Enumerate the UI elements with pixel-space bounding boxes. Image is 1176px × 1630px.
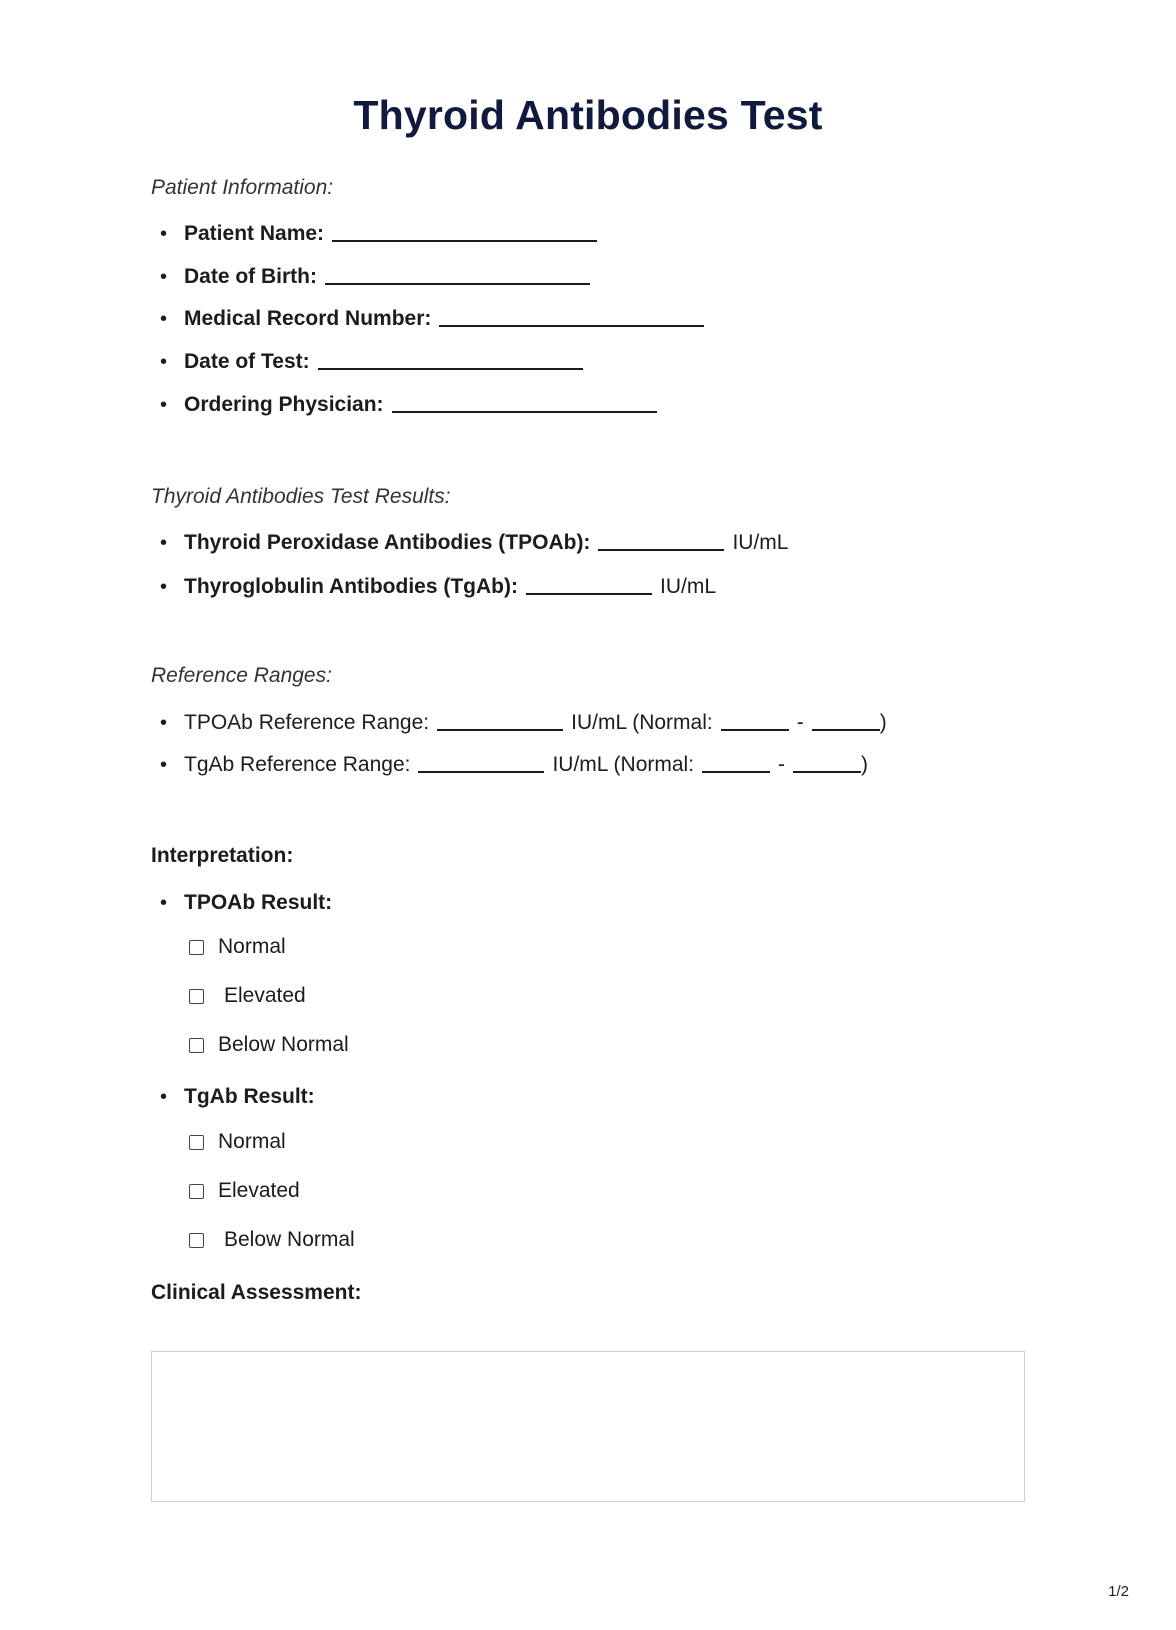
bullet: • bbox=[160, 754, 168, 776]
checkbox[interactable] bbox=[189, 1135, 204, 1150]
tgab-elevated-option[interactable] bbox=[189, 1179, 300, 1203]
page-number: 1/2 bbox=[1108, 1583, 1129, 1600]
tpoab-elevated-option[interactable] bbox=[189, 984, 306, 1008]
range-dash: - bbox=[796, 711, 804, 734]
date-of-birth-row bbox=[160, 265, 590, 289]
bullet: • bbox=[160, 394, 168, 416]
ordering-physician-field[interactable] bbox=[392, 410, 657, 413]
tgab-result-row bbox=[160, 575, 716, 599]
patient-name-field[interactable] bbox=[332, 239, 597, 242]
clinical-assessment-heading: Clinical Assessment: bbox=[151, 1281, 362, 1304]
checkbox[interactable] bbox=[189, 1233, 204, 1248]
bullet: • bbox=[160, 712, 168, 734]
tgab-interpretation-row bbox=[160, 1085, 315, 1109]
tpoab-normal-max-field[interactable] bbox=[812, 728, 880, 731]
range-close: ) bbox=[879, 711, 887, 734]
tpoab-below-normal-option[interactable] bbox=[189, 1033, 349, 1057]
date-of-test-label: Date of Test: bbox=[184, 350, 310, 373]
patient-name-row bbox=[160, 222, 597, 246]
medical-record-row bbox=[160, 307, 704, 331]
tpoab-reference-row bbox=[160, 711, 887, 735]
tpoab-reference-unit: IU/mL (Normal: bbox=[571, 711, 713, 734]
option-label: Below Normal bbox=[218, 1033, 349, 1056]
tgab-result-field[interactable] bbox=[526, 592, 652, 595]
date-of-birth-label: Date of Birth: bbox=[184, 265, 317, 288]
ordering-physician-label: Ordering Physician: bbox=[184, 393, 384, 416]
date-of-test-field[interactable] bbox=[318, 367, 583, 370]
tpoab-normal-min-field[interactable] bbox=[721, 728, 789, 731]
tgab-interpretation-label: TgAb Result: bbox=[184, 1085, 315, 1108]
checkbox[interactable] bbox=[189, 1038, 204, 1053]
tpoab-reference-field[interactable] bbox=[437, 728, 563, 731]
tpoab-result-row bbox=[160, 531, 788, 555]
bullet: • bbox=[160, 1086, 168, 1108]
interpretation-heading: Interpretation: bbox=[151, 844, 294, 867]
tgab-reference-field[interactable] bbox=[418, 770, 544, 773]
tpoab-reference-label: TPOAb Reference Range: bbox=[184, 711, 430, 734]
bullet: • bbox=[160, 223, 168, 245]
bullet: • bbox=[160, 308, 168, 330]
bullet: • bbox=[160, 532, 168, 554]
option-label: Elevated bbox=[224, 984, 306, 1007]
bullet: • bbox=[160, 576, 168, 598]
tpoab-result-label: Thyroid Peroxidase Antibodies (TPOAb): bbox=[184, 531, 591, 554]
checkbox[interactable] bbox=[189, 1184, 204, 1199]
checkbox[interactable] bbox=[189, 940, 204, 955]
patient-name-label: Patient Name: bbox=[184, 222, 325, 245]
range-dash: - bbox=[778, 753, 786, 776]
bullet: • bbox=[160, 351, 168, 373]
tpoab-interpretation-row bbox=[160, 891, 332, 915]
medical-record-field[interactable] bbox=[439, 324, 704, 327]
tgab-normal-option[interactable] bbox=[189, 1130, 286, 1154]
tgab-reference-unit: IU/mL (Normal: bbox=[552, 753, 695, 776]
tgab-reference-row bbox=[160, 753, 868, 777]
bullet: • bbox=[160, 892, 168, 914]
date-of-test-row bbox=[160, 350, 583, 374]
tpoab-unit: IU/mL bbox=[732, 531, 789, 554]
tpoab-interpretation-label: TPOAb Result: bbox=[184, 891, 333, 914]
tgab-below-normal-option[interactable] bbox=[189, 1228, 355, 1252]
patient-info-label: Patient Information: bbox=[151, 176, 334, 199]
option-label: Normal bbox=[218, 1130, 286, 1153]
results-label: Thyroid Antibodies Test Results: bbox=[151, 485, 451, 508]
ordering-physician-row bbox=[160, 393, 657, 417]
checkbox[interactable] bbox=[189, 989, 204, 1004]
tgab-normal-min-field[interactable] bbox=[702, 770, 770, 773]
tgab-result-label: Thyroglobulin Antibodies (TgAb): bbox=[184, 575, 518, 598]
tpoab-normal-option[interactable] bbox=[189, 935, 286, 959]
option-label: Elevated bbox=[218, 1179, 300, 1202]
clinical-assessment-box[interactable] bbox=[151, 1351, 1025, 1502]
tgab-unit: IU/mL bbox=[660, 575, 717, 598]
tgab-normal-max-field[interactable] bbox=[793, 770, 861, 773]
reference-label: Reference Ranges: bbox=[151, 664, 332, 687]
date-of-birth-field[interactable] bbox=[325, 282, 590, 285]
medical-record-label: Medical Record Number: bbox=[184, 307, 432, 330]
option-label: Below Normal bbox=[224, 1228, 355, 1251]
document-title: Thyroid Antibodies Test bbox=[353, 92, 823, 138]
option-label: Normal bbox=[218, 935, 286, 958]
tgab-reference-label: TgAb Reference Range: bbox=[184, 753, 411, 776]
range-close: ) bbox=[861, 753, 869, 776]
tpoab-result-field[interactable] bbox=[598, 548, 724, 551]
bullet: • bbox=[160, 266, 168, 288]
